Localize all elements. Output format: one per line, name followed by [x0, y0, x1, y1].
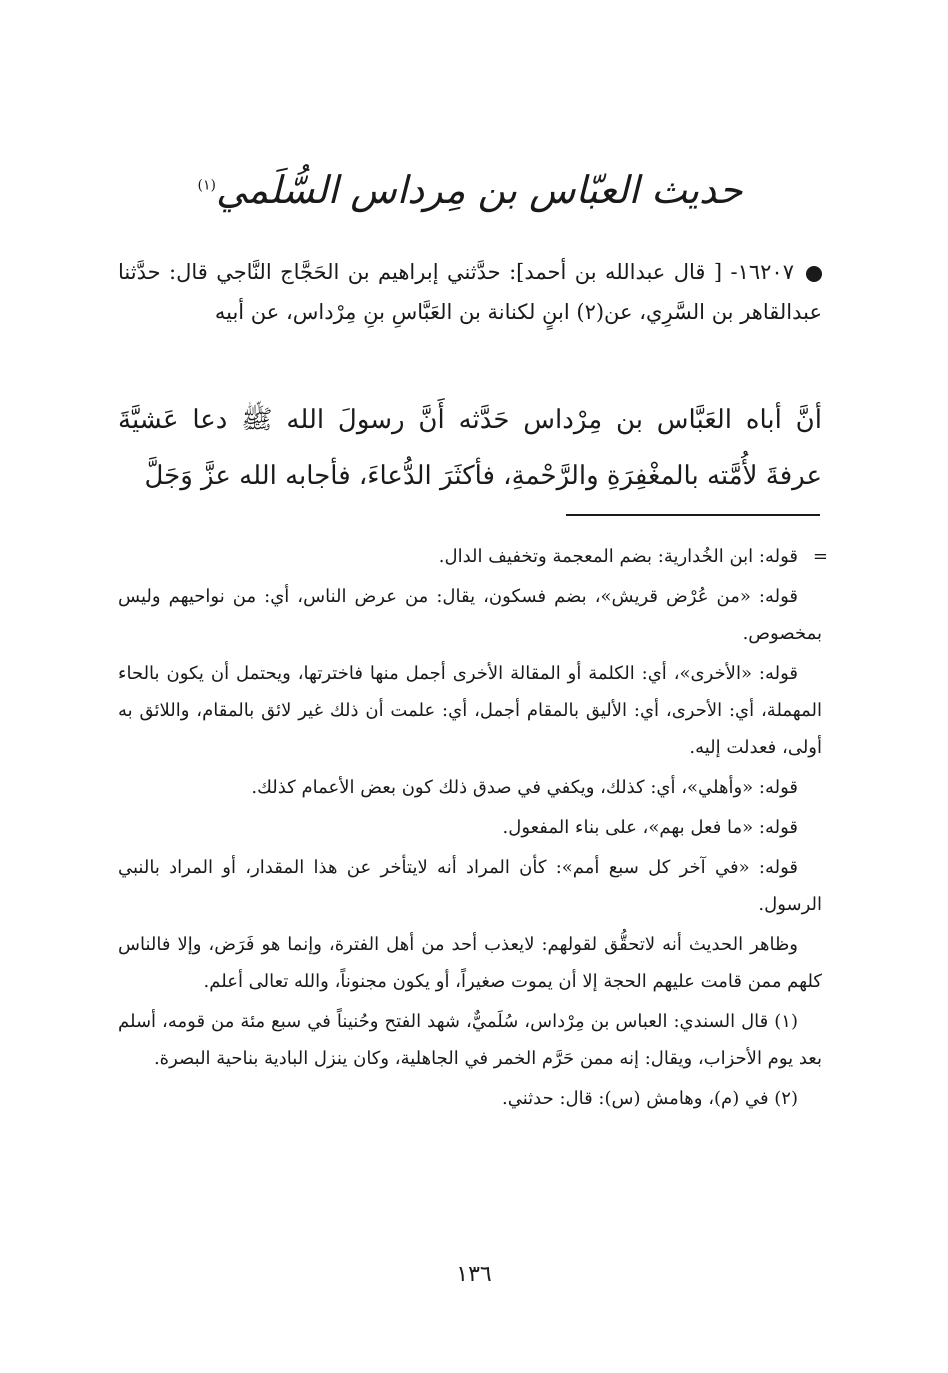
footnote-line: قوله: «من عُرْض قريش»، بضم فسكون، يقال: من عرض الناس، أي: من نواحيهم وليس بمخصوص.: [118, 586, 822, 644]
footnote-line: قوله: «ما فعل بهم»، على بناء المفعول.: [502, 817, 798, 838]
footnote-line: [118, 538, 828, 575]
footnote-line: قوله: «في آخر كل سبع أمم»: كأن المراد أنه لايتأخر عن هذا المقدار، أو المراد بالنبي الرسول.: [118, 857, 822, 915]
hadith-isnad: [118, 252, 822, 332]
footnote-divider: [566, 514, 820, 516]
page-number: ١٣٦: [456, 1262, 492, 1287]
continuation-marker: =: [812, 546, 828, 567]
footnote-line: وظاهر الحديث أنه لاتحقُّق لقولهم: لايعذب أحد من أهل الفترة، وإنما هو فَرَض، وإلا فالناس كلهم ممن قامت عليهم الحجة إلا أن يموت صغيراً، أو يكون مجنوناً، والله تعالى أعلم.: [118, 934, 822, 992]
footnote-text: قوله: ابن الخُدارية: بضم المعجمة وتخفيف الدال.: [438, 546, 798, 567]
footnote-2: (٢) في (م)، وهامش (س): قال: حدثني.: [502, 1088, 798, 1109]
hadith-matn: أنَّ أباه العَبَّاس بن مِرْداس حَدَّثه أَنَّ رسولَ الله ﷺ دعا عَشيَّةَ عرفةَ لأُمَّته بالمغْفِرَةِ والرَّحْمةِ، فأكثَرَ الدُّعاءَ، فأجابه الله عزَّ وَجَلَّ: [118, 405, 822, 491]
footnotes: [118, 538, 828, 1120]
heading-footnote-ref: (١): [197, 177, 216, 194]
bullet-icon: [806, 266, 822, 282]
chapter-heading: [120, 168, 820, 212]
chapter-heading-text: حديث العبّاس بن مِرداس السُّلَمي: [215, 168, 743, 212]
hadith-isnad-text: ١٦٢٠٧- [ قال عبدالله بن أحمد]: حدَّثني إبراهيم بن الحَجَّاج النَّاجي قال: حدَّثنا عبدالقاهر بن السَّرِي، عن(٢) ابنٍ لكنانة بن العَبَّاسِ بنِ مِرْداس، عن أبيه: [118, 260, 822, 324]
footnote-line: قوله: «وأهلي»، أي: كذلك، ويكفي في صدق ذلك كون بعض الأعمام كذلك.: [251, 777, 798, 798]
footnote-1: (١) قال السندي: العباس بن مِرْداس، سُلَميٌّ، شهد الفتح وحُنيناً في سبع مئة من قومه، أسلم بعد يوم الأحزاب، ويقال: إنه ممن حَرَّم الخمر في الجاهلية، وكان ينزل البادية بناحية البصرة.: [118, 1011, 822, 1069]
footnote-line: قوله: «الأخرى»، أي: الكلمة أو المقالة الأخرى أجمل منها فاخترتها، ويحتمل أن يكون بالحاء المهملة، أي: الأحرى، أي: الأليق بالمقام أجمل، أي: علمت أن ذلك غير لائق بالمقام، واللائق به أولى، فعدلت إليه.: [118, 663, 822, 758]
